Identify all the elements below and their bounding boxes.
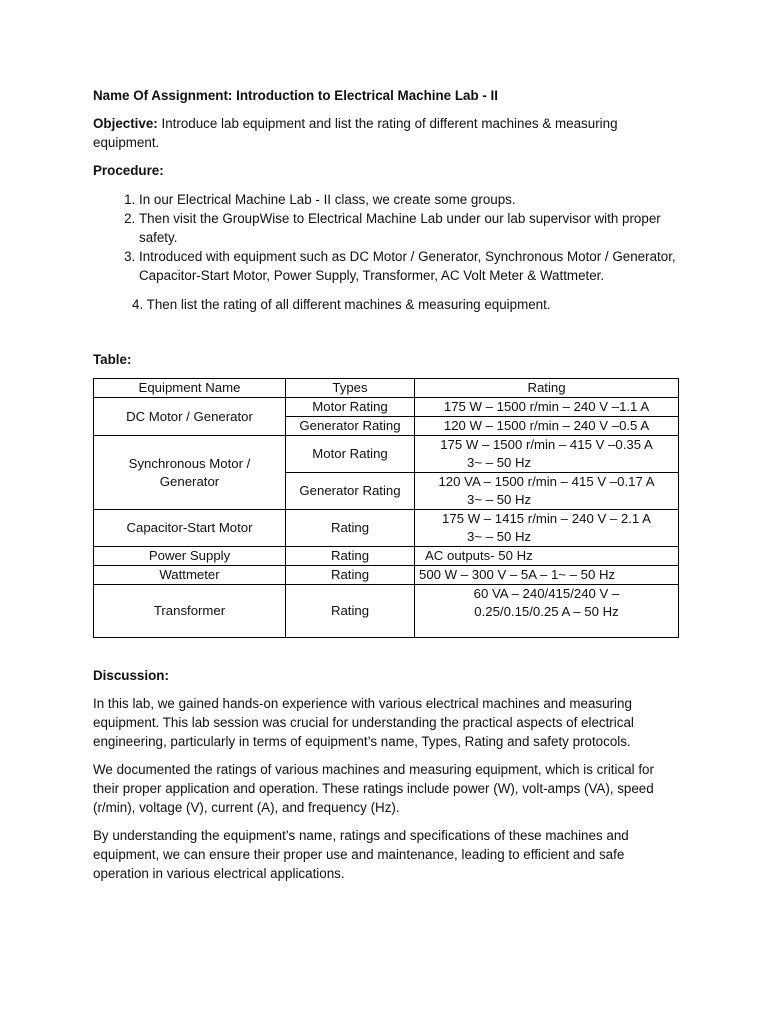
discussion-paragraph: By understanding the equipment’s name, ratings and specifications of these machines and equipment, we can ensure their proper use and maintenance, leading to efficient and safe operation in various electrical applications. (93, 828, 629, 881)
equipment-name-cell: DC Motor / Generator (94, 398, 286, 436)
rating-cell: 175 W – 1500 r/min – 240 V –1.1 A (415, 398, 679, 417)
table-row (94, 566, 679, 585)
type-cell: Generator Rating (286, 473, 415, 510)
type-cell: Motor Rating (286, 436, 415, 473)
table-row (94, 398, 679, 417)
table-row (94, 585, 679, 638)
rating-line: 120 VA – 1500 r/min – 415 V –0.17 A (438, 474, 655, 489)
discussion-paragraph: In this lab, we gained hands-on experience with various electrical machines and measuring equipment. This lab session was crucial for understanding the practical aspects of electrical engineering, particularly in terms of equipment’s name, Types, Rating and safety protocols. (93, 696, 634, 749)
rating-line: 3~ – 50 Hz (467, 492, 532, 507)
procedure-list (93, 190, 678, 285)
equipment-name-cell: Synchronous Motor / Generator (94, 436, 286, 510)
rating-cell (415, 473, 679, 510)
equipment-name-cell: Wattmeter (94, 566, 286, 585)
assignment-title: Name Of Assignment: Introduction to Electrical Machine Lab - II (93, 88, 498, 103)
header-types: Types (286, 379, 415, 398)
rating-cell (415, 510, 679, 547)
rating-cell (415, 436, 679, 473)
type-cell: Rating (286, 585, 415, 638)
type-cell: Motor Rating (286, 398, 415, 417)
rating-line: AC outputs- 50 Hz (425, 548, 533, 563)
discussion-paragraph: We documented the ratings of various machines and measuring equipment, which is critical for their proper application and operation. These ratings include power (W), volt-amps (VA), speed (r/min), voltage (V), current (A), and frequency (Hz). (93, 762, 654, 815)
ratings-table (93, 378, 679, 638)
procedure-step: 2. Then visit the GroupWise to Electrical Machine Lab under our lab supervisor with proper safety. (139, 209, 678, 247)
type-cell: Generator Rating (286, 417, 415, 436)
table-row (94, 547, 679, 566)
table-heading: Table: (93, 352, 132, 367)
objective-text: Introduce lab equipment and list the rating of different machines & measuring equipment. (93, 116, 618, 150)
procedure-step: 1. In our Electrical Machine Lab - II class, we create some groups. (139, 190, 678, 209)
rating-cell (415, 585, 679, 638)
rating-line: 3~ – 50 Hz (467, 455, 532, 470)
type-cell: Rating (286, 547, 415, 566)
procedure-step-4: 4. Then list the rating of all different machines & measuring equipment. (132, 297, 551, 312)
equipment-name-cell: Transformer (94, 585, 286, 638)
procedure-step: 3. Introduced with equipment such as DC Motor / Generator, Synchronous Motor / Generator, Capacitor-Start Motor, Power Supply, Transformer, AC Volt Meter & Wattmeter. (139, 247, 678, 285)
equipment-name-cell: Power Supply (94, 547, 286, 566)
rating-line: 175 W – 1500 r/min – 415 V –0.35 A (440, 437, 653, 452)
type-cell: Rating (286, 510, 415, 547)
objective-label: Objective: (93, 116, 158, 131)
table-row (94, 436, 679, 473)
header-equipment-name: Equipment Name (94, 379, 286, 398)
rating-cell: 120 W – 1500 r/min – 240 V –0.5 A (415, 417, 679, 436)
type-cell: Rating (286, 566, 415, 585)
discussion-heading: Discussion: (93, 668, 169, 683)
rating-line: 0.25/0.15/0.25 A – 50 Hz (474, 604, 619, 619)
equipment-name-cell: Capacitor-Start Motor (94, 510, 286, 547)
rating-line: 3~ – 50 Hz (467, 529, 532, 544)
document-body (93, 86, 678, 892)
rating-cell (415, 547, 679, 566)
table-row (94, 510, 679, 547)
header-rating: Rating (415, 379, 679, 398)
rating-line: 60 VA – 240/415/240 V – (473, 586, 620, 601)
table-header-row (94, 379, 679, 398)
objective-paragraph (93, 114, 678, 152)
procedure-heading: Procedure: (93, 163, 164, 178)
rating-line: 175 W – 1415 r/min – 240 V – 2.1 A (442, 511, 651, 526)
rating-cell: 500 W – 300 V – 5A – 1~ – 50 Hz (415, 566, 679, 585)
